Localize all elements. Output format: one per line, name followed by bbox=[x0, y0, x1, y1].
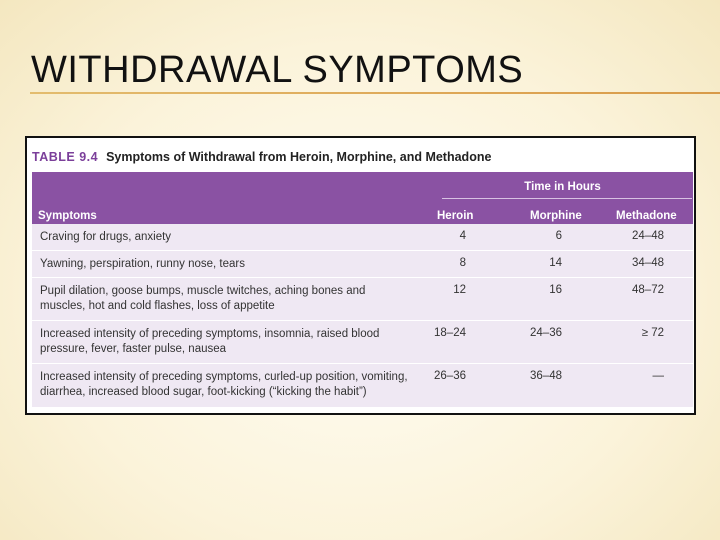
cell-symptoms: Pupil dilation, goose bumps, muscle twitches, aching bones and muscles, hot and cold flashes, loss of appetite bbox=[40, 285, 366, 312]
slide-title: WITHDRAWAL SYMPTOMS bbox=[31, 49, 524, 91]
cell-symptoms: Increased intensity of preceding symptoms, curled-up position, vomiting, diarrhea, increased blood sugar, foot-kicking (“kicking the habit”) bbox=[40, 371, 408, 398]
cell-morphine: 36–48 bbox=[530, 370, 562, 382]
cell-morphine: 14 bbox=[549, 257, 562, 269]
cell-heroin: 18–24 bbox=[434, 327, 466, 339]
table-row bbox=[32, 251, 693, 278]
table-caption bbox=[32, 150, 491, 164]
table-caption-text: Symptoms of Withdrawal from Heroin, Morphine, and Methadone bbox=[106, 150, 492, 164]
table-header bbox=[32, 172, 693, 224]
cell-heroin: 4 bbox=[459, 230, 466, 242]
cell-heroin: 26–36 bbox=[434, 370, 466, 382]
cell-symptoms: Increased intensity of preceding symptoms, insomnia, raised blood pressure, fever, faster pulse, nausea bbox=[40, 328, 380, 355]
header-symptoms: Symptoms bbox=[38, 210, 97, 222]
cell-heroin: 8 bbox=[459, 257, 466, 269]
cell-heroin: 12 bbox=[453, 284, 466, 296]
group-header-rule bbox=[442, 198, 692, 199]
header-methadone: Methadone bbox=[616, 210, 677, 222]
table-image-frame bbox=[25, 136, 696, 415]
cell-morphine: 24–36 bbox=[530, 327, 562, 339]
cell-morphine: 6 bbox=[555, 230, 562, 242]
cell-methadone: 24–48 bbox=[632, 230, 664, 242]
cell-symptoms: Yawning, perspiration, runny nose, tears bbox=[40, 258, 245, 270]
table-row bbox=[32, 364, 693, 408]
table-row bbox=[32, 278, 693, 321]
cell-symptoms: Craving for drugs, anxiety bbox=[40, 231, 172, 243]
table-body bbox=[32, 224, 693, 408]
cell-methadone: 48–72 bbox=[632, 284, 664, 296]
cell-methadone: 34–48 bbox=[632, 257, 664, 269]
table-row bbox=[32, 321, 693, 364]
cell-methadone: — bbox=[652, 370, 664, 382]
group-header-time: Time in Hours bbox=[524, 181, 601, 193]
header-morphine: Morphine bbox=[530, 210, 582, 222]
cell-morphine: 16 bbox=[549, 284, 562, 296]
table-number: TABLE 9.4 bbox=[32, 150, 99, 164]
header-heroin: Heroin bbox=[437, 210, 474, 222]
table-row bbox=[32, 224, 693, 251]
title-underline bbox=[30, 92, 720, 94]
cell-methadone: ≥ 72 bbox=[641, 327, 664, 339]
